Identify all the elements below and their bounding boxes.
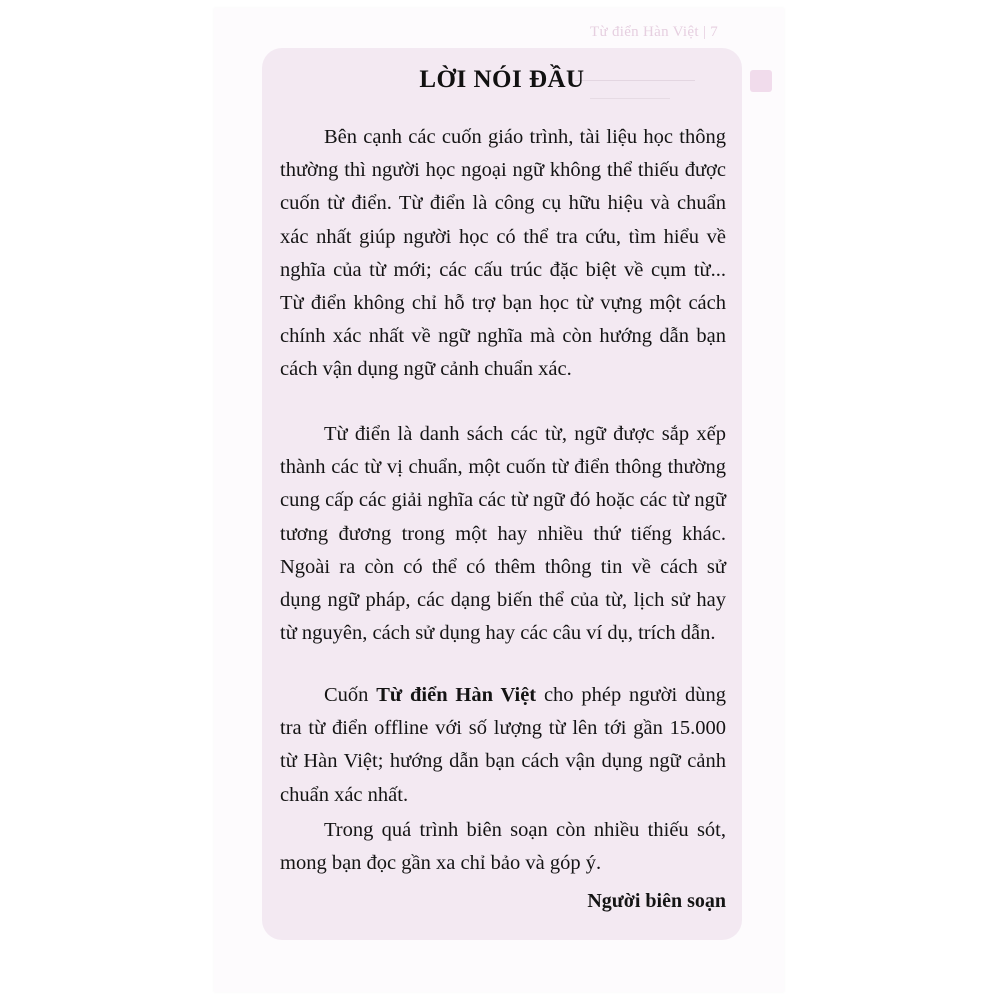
page-title: LỜI NÓI ĐẦU <box>419 66 585 93</box>
author-signature: Người biên soạn <box>587 890 726 912</box>
preface-paragraph-1: Bên cạnh các cuốn giáo trình, tài liệu học thông thường thì người học ngoại ngữ không thể thiếu được cuốn từ điển. Từ điển là công cụ hữu hiệu và chuẩn xác nhất giúp người học có thể tra cứu, tìm hiểu về nghĩa của từ mới; các cấu trúc đặc biệt về cụm từ... Từ điển không chỉ hỗ trợ bạn học từ vựng một cách chính xác nhất về ngữ nghĩa mà còn hướng dẫn bạn cách vận dụng ngữ cảnh chuẩn xác. <box>280 126 726 381</box>
page-tab-marker <box>750 70 772 92</box>
preface-paragraph-4: Trong quá trình biên soạn còn nhiều thiếu sót, mong bạn đọc gần xa chỉ bảo và góp ý. <box>280 819 726 875</box>
book-title-bold: Từ điển Hàn Việt <box>376 684 537 706</box>
paragraph-text: Cuốn <box>324 684 377 706</box>
preface-paragraph-2: Từ điển là danh sách các từ, ngữ được sắp xếp thành các từ vị chuẩn, một cuốn từ điển thông thường cung cấp các giải nghĩa các từ ngữ đó hoặc các từ ngữ tương đương trong một hay nhiều thứ tiếng khác. Ngoài ra còn có thể có thêm thông tin về cách sử dụng ngữ pháp, các dạng biến thể của từ, lịch sử hay từ nguyên, cách sử dụng hay các câu ví dụ, trích dẫn. <box>280 423 726 645</box>
paragraph-text: cho phép người dùng tra từ điển offline với số lượng từ lên tới gần 15.000 từ Hàn Việt; hướng dẫn bạn cách vận dụng ngữ cảnh chuẩn xác nhất. <box>280 684 726 806</box>
preface-paragraph-3 <box>280 679 726 812</box>
bleed-through-artifact <box>590 98 670 99</box>
running-head: Từ điển Hàn Việt | 7 <box>590 24 719 40</box>
